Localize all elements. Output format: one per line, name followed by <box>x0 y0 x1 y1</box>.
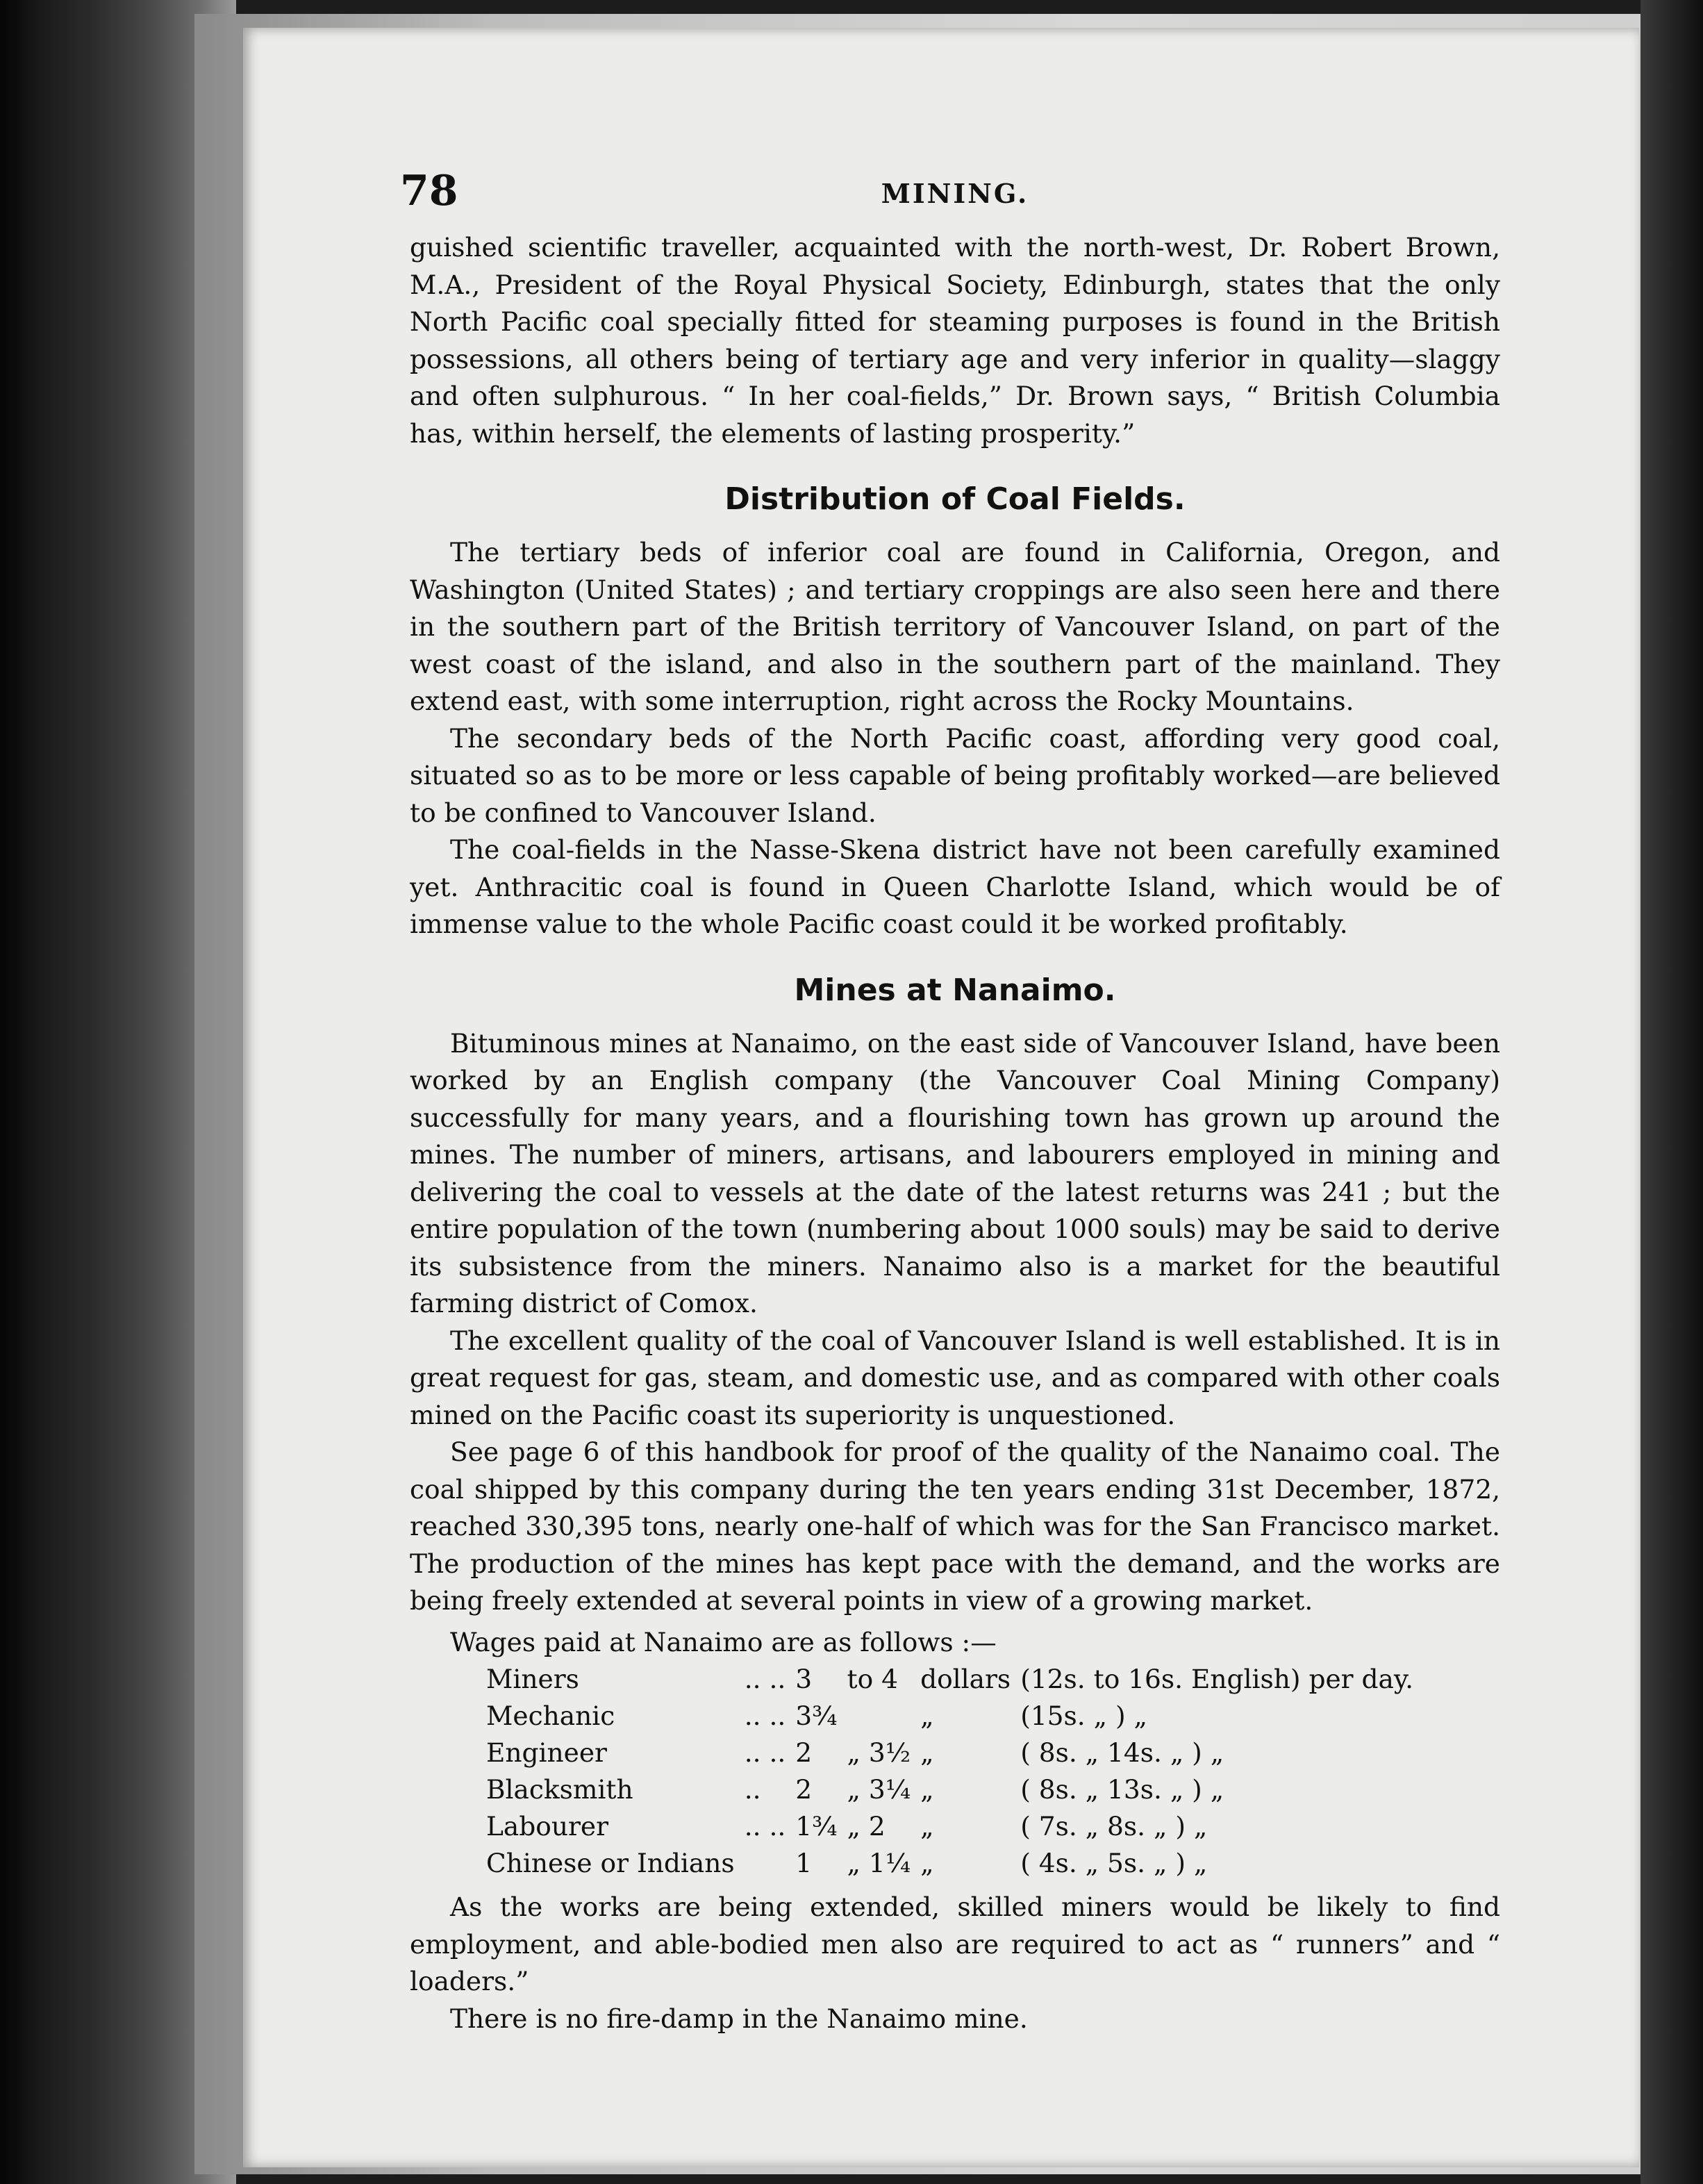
wages-cell: „ 3½ <box>847 1737 911 1768</box>
wages-cell: „ <box>920 1811 934 1842</box>
paragraph: There is no fire-damp in the Nanaimo mine. <box>450 2003 1028 2034</box>
wages-row <box>486 1661 1423 1698</box>
wages-cell: 3 <box>795 1664 813 1694</box>
page-number: 78 <box>400 167 458 215</box>
paragraph: Bituminous mines at Nanaimo, on the east side of Vancouver Island, have been worked by an English company (the Vancouver Coal Mining Company) successfully for many years, and a flourishing town has grown up around the mines. The number of miners, artisans, and labourers employed in mining and delivering the coal to vessels at the date of the latest returns was 241 ; but the entire population of the town (numbering about 1000 souls) may be said to derive its subsistence from the miners. Nanaimo also is a market for the beautiful farming district of Comox. <box>410 1027 1500 1318</box>
wages-cell: (15s. „ ) „ <box>1020 1701 1147 1731</box>
wages-cell: .. .. <box>744 1701 786 1731</box>
wages-cell: „ <box>920 1774 934 1805</box>
running-head <box>400 167 1500 229</box>
wages-cell: Labourer <box>486 1811 609 1842</box>
section-heading-distribution: Distribution of Coal Fields. <box>724 481 1186 517</box>
wages-cell: dollars <box>920 1664 1011 1694</box>
wages-cell: 2 <box>795 1774 813 1805</box>
book-page <box>243 28 1639 2167</box>
wages-cell: „ <box>920 1701 934 1731</box>
right-page-shadow <box>1640 0 1703 2184</box>
wages-cell <box>847 1698 921 1735</box>
paragraph: The secondary beds of the North Pacific coast, affording very good coal, situated so as to be more or less capable of being profitably worked—are believed to be confined to Vancouver Island. <box>410 722 1500 828</box>
section-heading-nanaimo: Mines at Nanaimo. <box>794 972 1116 1008</box>
intro-paragraph: guished scientific traveller, acquainted with the north-west, Dr. Robert Brown, M.A., President of the Royal Physical Society, Edinburgh, states that the only North Pacific coal specially fitted for steaming purposes is found in the British possessions, all others being of tertiary age and very inferior in quality—slaggy and often sulphurous. “ In her coal-fields,” Dr. Brown says, “ British Columbia has, within herself, the elements of lasting prosperity.” <box>410 232 1500 449</box>
wages-cell: „ 2 <box>847 1811 886 1842</box>
wages-cell: 1 <box>795 1848 813 1878</box>
wages-cell: ( 7s. „ 8s. „ ) „ <box>1020 1811 1208 1842</box>
wages-cell: „ <box>920 1848 934 1878</box>
wages-cell: Blacksmith <box>486 1774 633 1805</box>
wages-cell: Chinese or Indians <box>486 1848 735 1878</box>
wages-row <box>486 1698 1423 1735</box>
wages-cell: to 4 <box>847 1664 898 1694</box>
wages-cell: .. .. <box>744 1811 786 1842</box>
wages-cell: „ 1¼ <box>847 1848 911 1878</box>
wages-cell: .. .. <box>744 1664 786 1694</box>
wages-cell: 3¾ <box>795 1701 838 1731</box>
wages-row <box>486 1771 1423 1808</box>
wages-cell: ( 4s. „ 5s. „ ) „ <box>1020 1848 1208 1878</box>
wages-cell: 1¾ <box>795 1811 838 1842</box>
paragraph: The tertiary beds of inferior coal are found in California, Oregon, and Washington (United States) ; and tertiary croppings are also seen here and there in the southern part of the British territory of Vancouver Island, on part of the west coast of the island, and also in the southern part of the mainland. They extend east, with some interruption, right across the Rocky Mountains. <box>410 537 1500 716</box>
wages-table <box>486 1661 1423 1882</box>
wages-cell: „ 3¼ <box>847 1774 911 1805</box>
wages-cell: Mechanic <box>486 1701 615 1731</box>
wages-cell: ( 8s. „ 14s. „ ) „ <box>1020 1737 1224 1768</box>
wages-row <box>486 1735 1423 1771</box>
paragraph: The coal-fields in the Nasse-Skena district have not been carefully examined yet. Anthracitic coal is found in Queen Charlotte Island, which would be of immense value to the whole Pacific coast could it be worked profitably. <box>410 834 1500 939</box>
paragraph: As the works are being extended, skilled miners would be likely to find employment, and able-bodied men also are required to act as “ runners” and “ loaders.” <box>410 1892 1500 1996</box>
wages-cell: (12s. to 16s. English) per day. <box>1020 1664 1413 1694</box>
wages-cell: .. <box>744 1774 761 1805</box>
wages-row <box>486 1808 1423 1845</box>
page-content <box>400 167 1500 2037</box>
wages-cell: ( 8s. „ 13s. „ ) „ <box>1020 1774 1224 1805</box>
running-title: MINING. <box>881 178 1029 209</box>
paragraph: See page 6 of this handbook for proof of the quality of the Nanaimo coal. The coal shipped by this company during the ten years ending 31st December, 1872, reached 330,395 tons, nearly one-half of which was for the San Francisco market. The production of the mines has kept pace with the demand, and the works are being freely extended at several points in view of a growing market. <box>410 1437 1500 1616</box>
wages-cell: „ <box>920 1737 934 1768</box>
wages-cell <box>745 1845 796 1882</box>
wages-cell: Miners <box>486 1664 579 1694</box>
paragraph: The excellent quality of the coal of Vancouver Island is well established. It is in great request for gas, steam, and domestic use, and as compared with other coals mined on the Pacific coast its superiority is unquestioned. <box>410 1325 1500 1430</box>
wages-row <box>486 1845 1423 1882</box>
wages-intro: Wages paid at Nanaimo are as follows :— <box>450 1626 997 1657</box>
wages-cell: 2 <box>795 1737 813 1768</box>
wages-cell: Engineer <box>486 1737 607 1768</box>
wages-cell: .. .. <box>744 1737 786 1768</box>
